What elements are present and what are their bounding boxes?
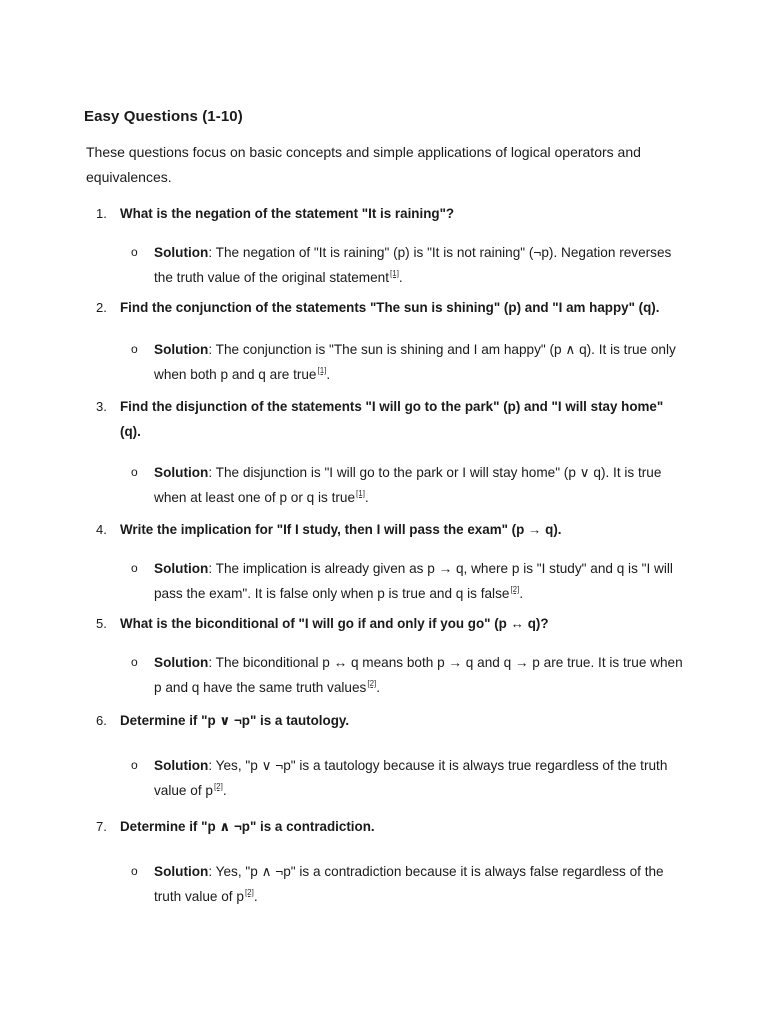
question-text: Determine if "p ∧ ¬p" is a contradiction. (120, 819, 375, 834)
solution-end: . (364, 490, 369, 505)
bullet-icon: o (131, 245, 138, 259)
question-text: Determine if "p ∨ ¬p" is a tautology. (120, 713, 350, 728)
solution-body: : The biconditional p ↔ q means both p → q and q → p are true. It is true when p and q have the same truth values (154, 655, 683, 695)
intro-paragraph: These questions focus on basic concepts and simple applications of logical operators and equivalences. (86, 144, 641, 185)
question-number: 5. (96, 616, 107, 631)
citation-link[interactable]: [1] (390, 269, 399, 278)
solution-end: . (253, 889, 258, 904)
solution-label: Solution (154, 864, 209, 879)
question-text: What is the biconditional of "I will go if and only if you go" (p ↔ q)? (120, 616, 549, 631)
section-heading: Easy Questions (1-10) (84, 108, 243, 125)
citation-link[interactable]: [1] (317, 366, 327, 375)
bullet-icon: o (131, 655, 138, 669)
question-number: 4. (96, 522, 107, 537)
solution-end: . (398, 270, 403, 285)
solution-body: : Yes, "p ∨ ¬p" is a tautology because it is always true regardless of the truth value of p (154, 758, 668, 798)
question-number: 1. (96, 206, 107, 221)
citation-link[interactable]: [2] (213, 782, 223, 791)
solution-body: : Yes, "p ∧ ¬p" is a contradiction because it is always false regardless of the truth value of p (154, 864, 664, 904)
solution-text (154, 556, 684, 606)
question-text: What is the negation of the statement "It is raining"? (120, 206, 455, 221)
solution-body: : The negation of "It is raining" (p) is "It is not raining" (¬p). Negation reverses the truth value of the original statement (154, 245, 672, 285)
solution-text (154, 650, 684, 700)
solution-text (154, 240, 684, 290)
question-number: 3. (96, 399, 107, 414)
solution-label: Solution (154, 342, 209, 357)
bullet-icon: o (131, 465, 138, 479)
solution-end: . (519, 586, 524, 601)
citation-link[interactable]: [2] (510, 585, 520, 594)
solution-body: : The disjunction is "I will go to the park or I will stay home" (p ∨ q). It is true when at least one of p or q is true (154, 465, 662, 505)
citation-link[interactable]: [2] (367, 679, 377, 688)
solution-label: Solution (154, 465, 209, 480)
question-number: 6. (96, 713, 107, 728)
bullet-icon: o (131, 561, 138, 575)
solution-end: . (376, 680, 381, 695)
solution-body: : The implication is already given as p → q, where p is "I study" and q is "I will pass the exam". It is false only when p is true and q is false (154, 561, 673, 601)
question-text: Find the disjunction of the statements "I will go to the park" (p) and "I will stay home" (q). (120, 399, 664, 439)
question-text: Find the conjunction of the statements "The sun is shining" (p) and "I am happy" (q). (120, 300, 660, 315)
question-number: 7. (96, 819, 107, 834)
question-text: Write the implication for "If I study, then I will pass the exam" (p → q). (120, 522, 562, 537)
solution-body: : The conjunction is "The sun is shining and I am happy" (p ∧ q). It is true only when both p and q are true (154, 342, 676, 382)
citation-link[interactable]: [2] (244, 888, 254, 897)
solution-text (154, 859, 684, 909)
question-number: 2. (96, 300, 107, 315)
solution-text (154, 753, 684, 803)
citation-link[interactable]: [1] (356, 489, 365, 498)
solution-end: . (222, 783, 227, 798)
bullet-icon: o (131, 342, 138, 356)
bullet-icon: o (131, 758, 138, 772)
solution-end: . (326, 367, 331, 382)
bullet-icon: o (131, 864, 138, 878)
solution-label: Solution (154, 561, 209, 576)
solution-text (154, 337, 684, 387)
solution-label: Solution (154, 655, 209, 670)
solution-label: Solution (154, 758, 209, 773)
solution-label: Solution (154, 245, 209, 260)
solution-text (154, 460, 684, 510)
